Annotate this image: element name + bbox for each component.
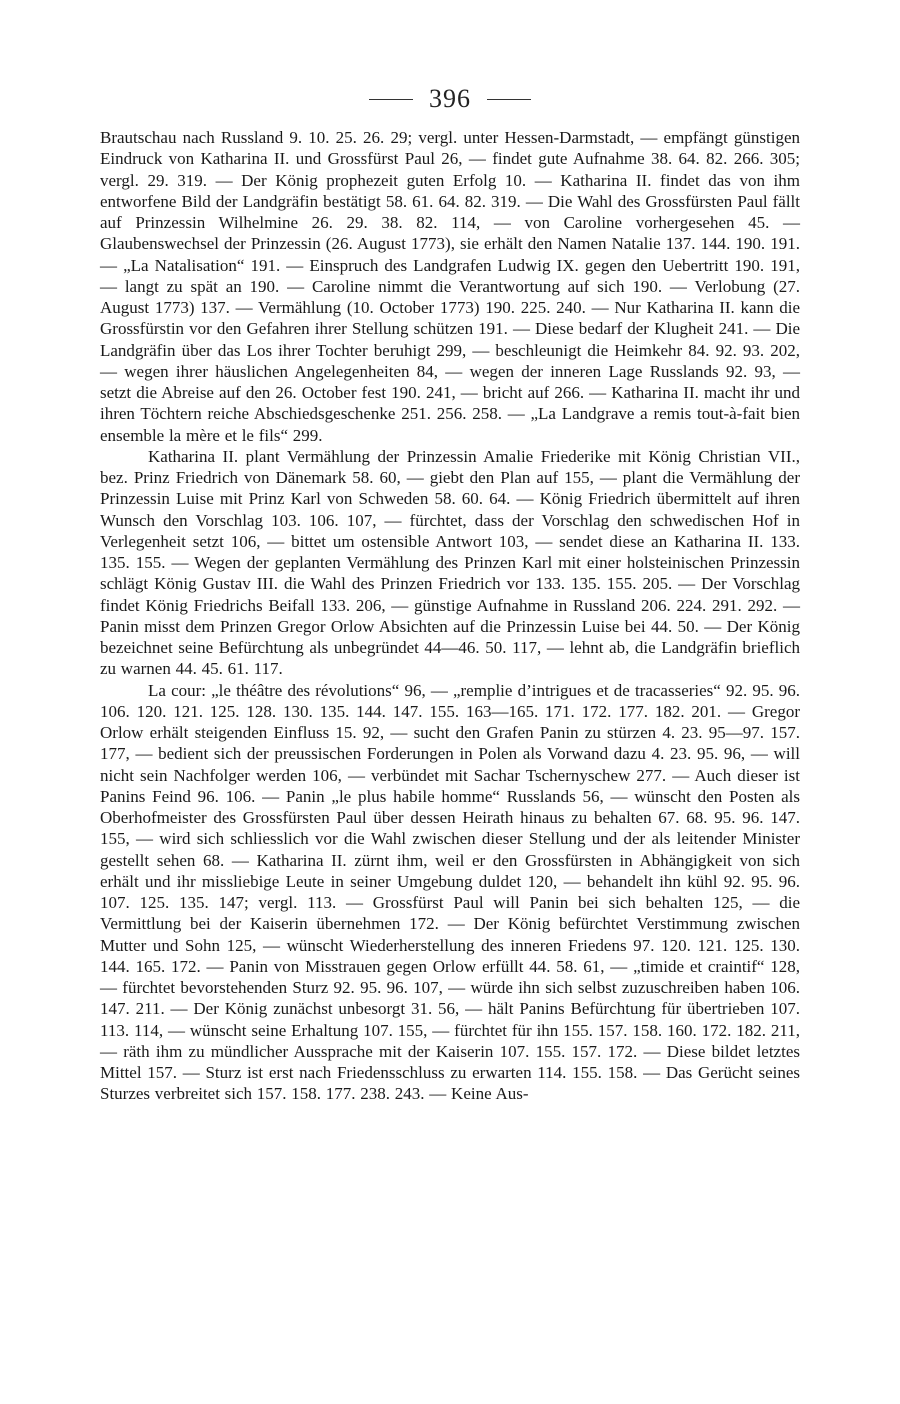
header-rule-right [487, 99, 531, 100]
header-rule-left [369, 99, 413, 100]
index-body [100, 127, 800, 1105]
page-number: 396 [429, 84, 471, 113]
index-paragraph-1: Brautschau nach Russland 9. 10. 25. 26. 29; vergl. unter Hessen-Darmstadt, — empfängt günstigen Eindruck von Katharina II. und Grossfürst Paul 26, — findet gute Aufnahme 38. 64. 82. 266. 305; vergl. 29. 319. — Der König prophezeit guten Erfolg 10. — Katharina II. findet das von ihm entworfene Bild der Landgräfin bestätigt 58. 61. 64. 82. 319. — Die Wahl des Grossfürsten Paul fällt auf Prinzessin Wilhelmine 26. 29. 38. 82. 114, — von Caroline vorhergesehen 45. — Glaubenswechsel der Prinzessin (26. August 1773), sie erhält den Namen Natalie 137. 144. 190. 191. — „La Natalisation“ 191. — Einspruch des Landgrafen Ludwig IX. gegen den Uebertritt 190. 191, — langt zu spät an 190. — Caroline nimmt die Verantwortung auf sich 190. — Verlobung (27. August 1773) 137. — Vermählung (10. October 1773) 190. 225. 240. — Nur Katharina II. kann die Grossfürstin vor den Gefahren ihrer Stellung schützen 191. — Diese bedarf der Klugheit 241. — Die Landgräfin über das Los ihrer Tochter beruhigt 299, — beschleunigt die Heimkehr 84. 92. 93. 202, — wegen ihrer häuslichen Angelegenheiten 84, — wegen der inneren Lage Russlands 92. 93, — setzt die Abreise auf den 26. October fest 190. 241, — bricht auf 266. — Katharina II. macht ihr und ihren Töchtern reiche Abschiedsgeschenke 251. 256. 258. — „La Landgrave a remis tout-à-fait bien ensemble la mère et le fils“ 299. [100, 128, 800, 445]
index-paragraph-2: Katharina II. plant Vermählung der Prinzessin Amalie Friederike mit König Christian VII., bez. Prinz Friedrich von Dänemark 58. 60, — giebt den Plan auf 155, — plant die Vermählung der Prinzessin Luise mit Prinz Karl von Schweden 58. 60. 64. — König Friedrich übermittelt auf ihren Wunsch den Vorschlag 103. 106. 107, — fürchtet, dass der Vorschlag den schwedischen Hof in Verlegenheit setzt 106, — bittet um ostensible Antwort 103, — sendet diese an Katharina II. 133. 135. 155. — Wegen der geplanten Vermählung des Prinzen Karl mit einer holsteinischen Prinzessin schlägt König Gustav III. die Wahl des Prinzen Friedrich vor 133. 135. 155. 205. — Der Vorschlag findet König Friedrichs Beifall 133. 206, — günstige Aufnahme in Russland 206. 224. 291. 292. — Panin misst dem Prinzen Gregor Orlow Absichten auf die Prinzessin Luise bei 44. 50. — Der König bezeichnet seine Befürchtung als unbegründet 44—46. 50. 117, — lehnt ab, die Landgräfin brieflich zu warnen 44. 45. 61. 117. [100, 446, 800, 679]
index-paragraph-3: La cour: „le théâtre des révolutions“ 96, — „remplie d’intrigues et de tracasseries“ 92. 95. 96. 106. 120. 121. 125. 128. 130. 135. 144. 147. 155. 163—165. 171. 172. 177. 182. 201. — Gregor Orlow erhält steigenden Einfluss 15. 92, — sucht den Grafen Panin zu stürzen 4. 23. 95—97. 157. 177, — bedient sich der preussischen Forderungen in Polen als Vorwand dazu 4. 23. 95. 96, — will nicht sein Nachfolger werden 106, — verbündet mit Sachar Tschernyschew 277. — Auch dieser ist Panins Feind 96. 106. — Panin „le plus habile homme“ Russlands 56, — wünscht den Posten als Oberhofmeister des Grossfürsten Paul über dessen Heirath hinaus zu behalten 67. 68. 95. 96. 147. 155, — wird sich schliesslich vor die Wahl zwischen dieser Stellung und der als leitender Minister gestellt sehen 68. — Katharina II. zürnt ihm, weil er den Grossfürsten in Abhängigkeit von sich erhält und ihr missliebige Leute in seiner Umgebung duldet 120, — behandelt ihn kühl 92. 95. 96. 107. 125. 135. 147; vergl. 113. — Grossfürst Paul will Panin bei sich behalten 125, — die Vermittlung bei der Kaiserin übernehmen 172. — Der König befürchtet Verstimmung zwischen Mutter und Sohn 125, — wünscht Wiederherstellung des inneren Friedens 97. 120. 121. 125. 130. 144. 165. 172. — Panin von Misstrauen gegen Orlow erfüllt 44. 58. 61, — „timide et craintif“ 128, — fürchtet bevorstehenden Sturz 92. 95. 96. 107, — würde ihn sich selbst zuzuschreiben haben 106. 147. 211. — Der König zunächst unbesorgt 31. 56, — hält Panins Befürchtung für übertrieben 107. 113. 114, — wünscht seine Erhaltung 107. 155, — fürchtet für ihn 155. 157. 158. 160. 172. 182. 211, — räth ihm zu mündlicher Aussprache mit der Kaiserin 107. 155. 157. 172. — Diese bildet letztes Mittel 157. — Sturz ist erst nach Friedensschluss zu erwarten 114. 155. 158. — Das Gerücht seines Sturzes verbreitet sich 157. 158. 177. 238. 243. — Keine Aus- [100, 680, 800, 1104]
page-header [0, 84, 900, 114]
